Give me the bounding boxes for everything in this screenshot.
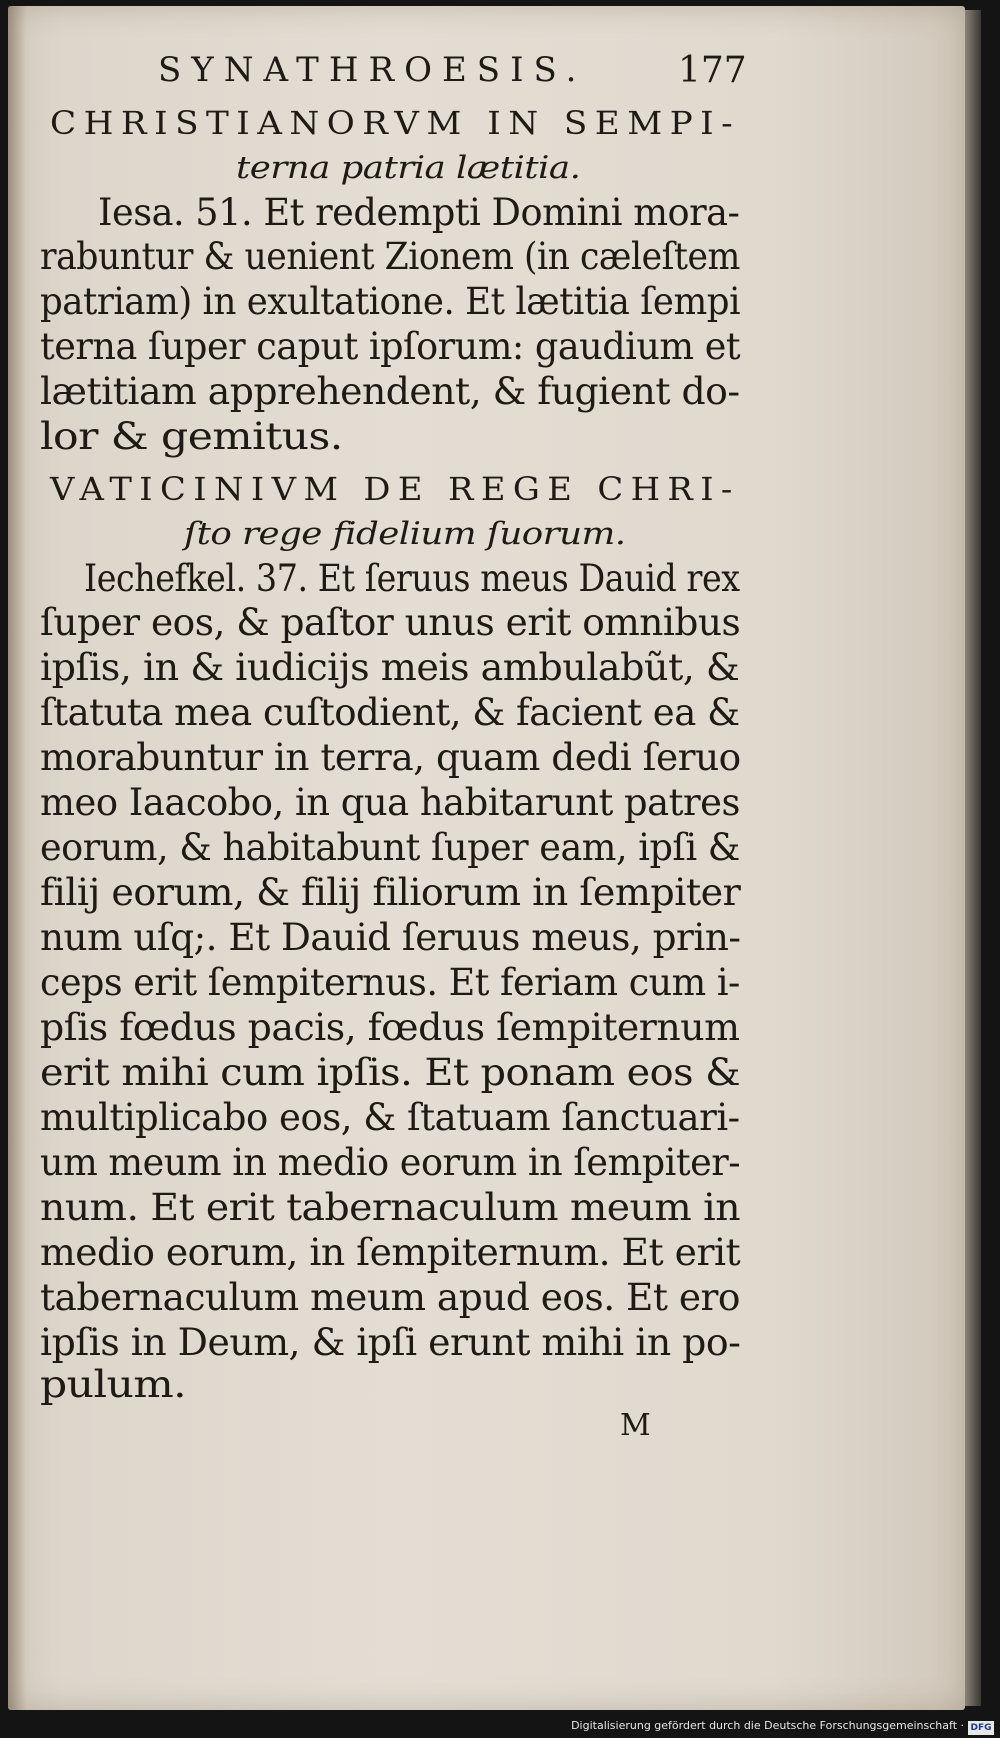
text-line: Iechefkel. 37. Et ſeruus meus Dauid rex [84,557,740,600]
text-line: eorum, & habitabunt ſuper eam, ipſi & [40,826,740,869]
text-line: ſtatuta mea cuſtodient, & facient ea & [40,691,740,734]
text-line: erit mihi cum ipſis. Et ponam eos & [40,1051,741,1094]
digitization-credit: Digitalisierung gefördert durch die Deutsche Forschungsgemeinschaft · [571,1719,964,1732]
text-line: pulum. [40,1363,187,1406]
text-line: morabuntur in terra, quam dedi ſeruo [40,736,741,779]
text-line: pſis fœdus pacis, fœdus ſempiternum [40,1006,740,1049]
signature-mark: M [620,1408,651,1443]
text-line: ipſis in Deum, & ipſi erunt mihi in po- [40,1321,741,1364]
dfg-logo: DFG [968,1721,994,1735]
text-line: ipſis, in & iudicijs meis ambulabũt, & [40,646,740,689]
text-line: num uſq;. Et Dauid ſeruus meus, prin- [40,916,741,959]
section-heading-line: CHRISTIANORVM IN SEMPI- [50,104,741,142]
page-edge [965,10,981,1706]
page-number: 177 [678,50,747,91]
gutter-shadow [8,6,26,1710]
text-line: medio eorum, in ſempiternum. Et erit [40,1231,741,1274]
text-line: lor & gemitus. [40,415,343,458]
text-line: terna ſuper caput ipſorum: gaudium et [40,325,741,368]
text-line: Iesa. 51. Et redempti Domini mora- [98,191,740,234]
section-heading-line: terna patria lætitia. [236,150,581,186]
text-line: patriam) in exultatione. Et lætitia ſempi [40,280,741,323]
text-line: tabernaculum meum apud eos. Et ero [40,1276,740,1319]
text-line: num. Et erit tabernaculum meum in [40,1186,741,1229]
text-line: um meum in medio eorum in ſempiter- [40,1141,741,1184]
running-head: SYNATHROESIS. [158,50,587,90]
text-line: ſuper eos, & paſtor unus erit omnibus [40,601,741,644]
book-page [8,6,965,1710]
text-line: multiplicabo eos, & ſtatuam ſanctuari- [40,1096,740,1139]
text-line: rabuntur & uenient Zionem (in cæleſtem [40,235,740,278]
text-line: lætitiam apprehendent, & fugient do- [40,370,740,413]
section-heading-line: ſto rege fidelium ſuorum. [184,516,626,552]
text-line: filij eorum, & filij filiorum in ſempiter [40,871,741,914]
text-line: meo Iaacobo, in qua habitarunt patres [40,781,740,824]
section-heading-line: VATICINIVM DE REGE CHRI- [50,470,740,508]
text-line: ceps erit ſempiternus. Et feriam cum i- [40,961,740,1004]
